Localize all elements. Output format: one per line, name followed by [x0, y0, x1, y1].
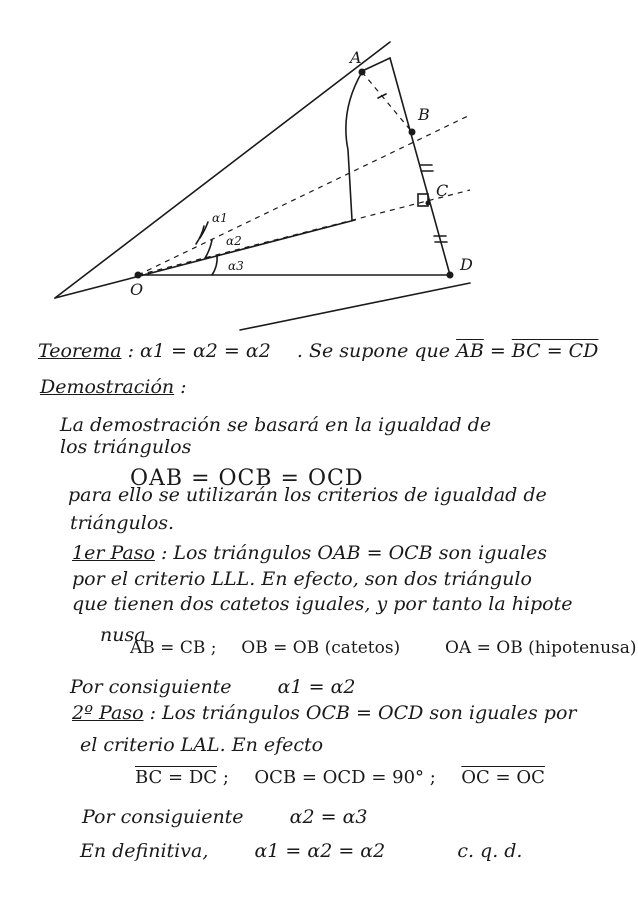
- point-a: [359, 69, 366, 76]
- step2-tri: OCB = OCD: [305, 702, 424, 724]
- step1-line-2: por el criterio LLL. En efecto, son dos triángulo: [72, 568, 532, 590]
- step2-line-2: el criterio LAL. En efecto: [80, 734, 324, 756]
- theorem-bc-cd: BC = CD: [511, 340, 599, 362]
- label-a: A: [350, 48, 362, 67]
- final-line: [80, 840, 522, 862]
- step1-eq-b: OB = OB (catetos): [241, 638, 401, 658]
- step2-sep: ;: [222, 767, 229, 788]
- step2-line-1: [72, 702, 576, 724]
- final-label: En definitiva,: [80, 840, 209, 862]
- step1-conclusion: [70, 676, 356, 698]
- step1-text-a2: son iguales: [438, 542, 548, 564]
- intro-triangles: OAB = OCB = OCD: [130, 466, 364, 491]
- point-d: [447, 272, 454, 279]
- label-o: O: [130, 280, 144, 299]
- step2-conclusion-a: Por consiguiente: [82, 806, 244, 828]
- theorem-assume: . Se supone que: [296, 340, 451, 362]
- line-o-upper: [55, 42, 390, 298]
- geometry-figure: [0, 0, 638, 340]
- label-b: B: [418, 105, 430, 124]
- step1-line-4: nusa: [100, 624, 146, 646]
- step1-line-3: que tienen dos catetos iguales, y por tanto la hipote: [72, 593, 573, 615]
- step1-conclusion-b: α1 = α2: [277, 676, 356, 698]
- arc-a: [346, 72, 362, 220]
- dashed-ob: [138, 115, 470, 275]
- step2-equations: [135, 767, 545, 788]
- label-alpha1: α1: [212, 211, 228, 225]
- angle-arc-3: [212, 255, 217, 275]
- step1-label: 1er Paso: [72, 542, 155, 564]
- step2-eq-a: BC = DC: [135, 767, 218, 788]
- label-alpha3: α3: [228, 259, 244, 273]
- step1-eq-a: AB = CB ;: [130, 638, 217, 658]
- step2-text-a2: son iguales por: [429, 702, 577, 724]
- demo-heading: Demostración: [40, 376, 175, 398]
- intro-line-1: La demostración se basará en la igualdad de: [60, 414, 492, 436]
- label-alpha2: α2: [226, 234, 242, 248]
- point-o: [135, 272, 142, 279]
- label-d: D: [460, 255, 473, 274]
- theorem-eq: =: [489, 340, 506, 362]
- final-qed: c. q. d.: [457, 840, 523, 862]
- intro-line-4: triángulos.: [70, 512, 175, 534]
- step2-text-a: : Los triángulos: [149, 702, 300, 724]
- theorem-label: Teorema: [38, 340, 122, 362]
- step1-tri: OAB = OCB: [317, 542, 433, 564]
- label-c: C: [436, 181, 449, 200]
- step2-eq-c: OC = OC: [461, 767, 545, 788]
- intro-line-2: los triángulos: [60, 436, 192, 458]
- point-b: [409, 129, 416, 136]
- step2-label: 2º Paso: [72, 702, 144, 724]
- step1-equations: [130, 638, 637, 658]
- line-parallel-bottom: [240, 283, 470, 330]
- step1-eq-c: OA = OB (hipotenusa): [445, 638, 637, 658]
- theorem-ab: $\overline{AB}$: [456, 340, 484, 362]
- step2-conclusion-b: α2 = α3: [289, 806, 368, 828]
- step2-conclusion: [82, 806, 368, 828]
- theorem-statement: : α1 = α2 = α2: [127, 340, 271, 362]
- angle-arc-2: [205, 240, 212, 258]
- dashed-oc: [138, 190, 470, 275]
- demo-colon: :: [180, 376, 187, 398]
- angle-arc-1b: [196, 226, 204, 244]
- step1-conclusion-a: Por consiguiente: [70, 676, 232, 698]
- step1-text-a: : Los triángulos: [160, 542, 312, 564]
- step1-line-1: [72, 542, 547, 564]
- final-eq: α1 = α2 = α2: [254, 840, 386, 862]
- point-c: [426, 201, 431, 206]
- intro-line-3: para ello se utilizarán los criterios de igualdad de: [68, 484, 547, 506]
- line-o-mid: [55, 220, 355, 298]
- theorem-line: [38, 340, 598, 362]
- step2-eq-b: OCB = OCD = 90° ;: [254, 767, 436, 788]
- dashed-ab: [362, 72, 412, 132]
- demo-heading-line: [40, 376, 187, 398]
